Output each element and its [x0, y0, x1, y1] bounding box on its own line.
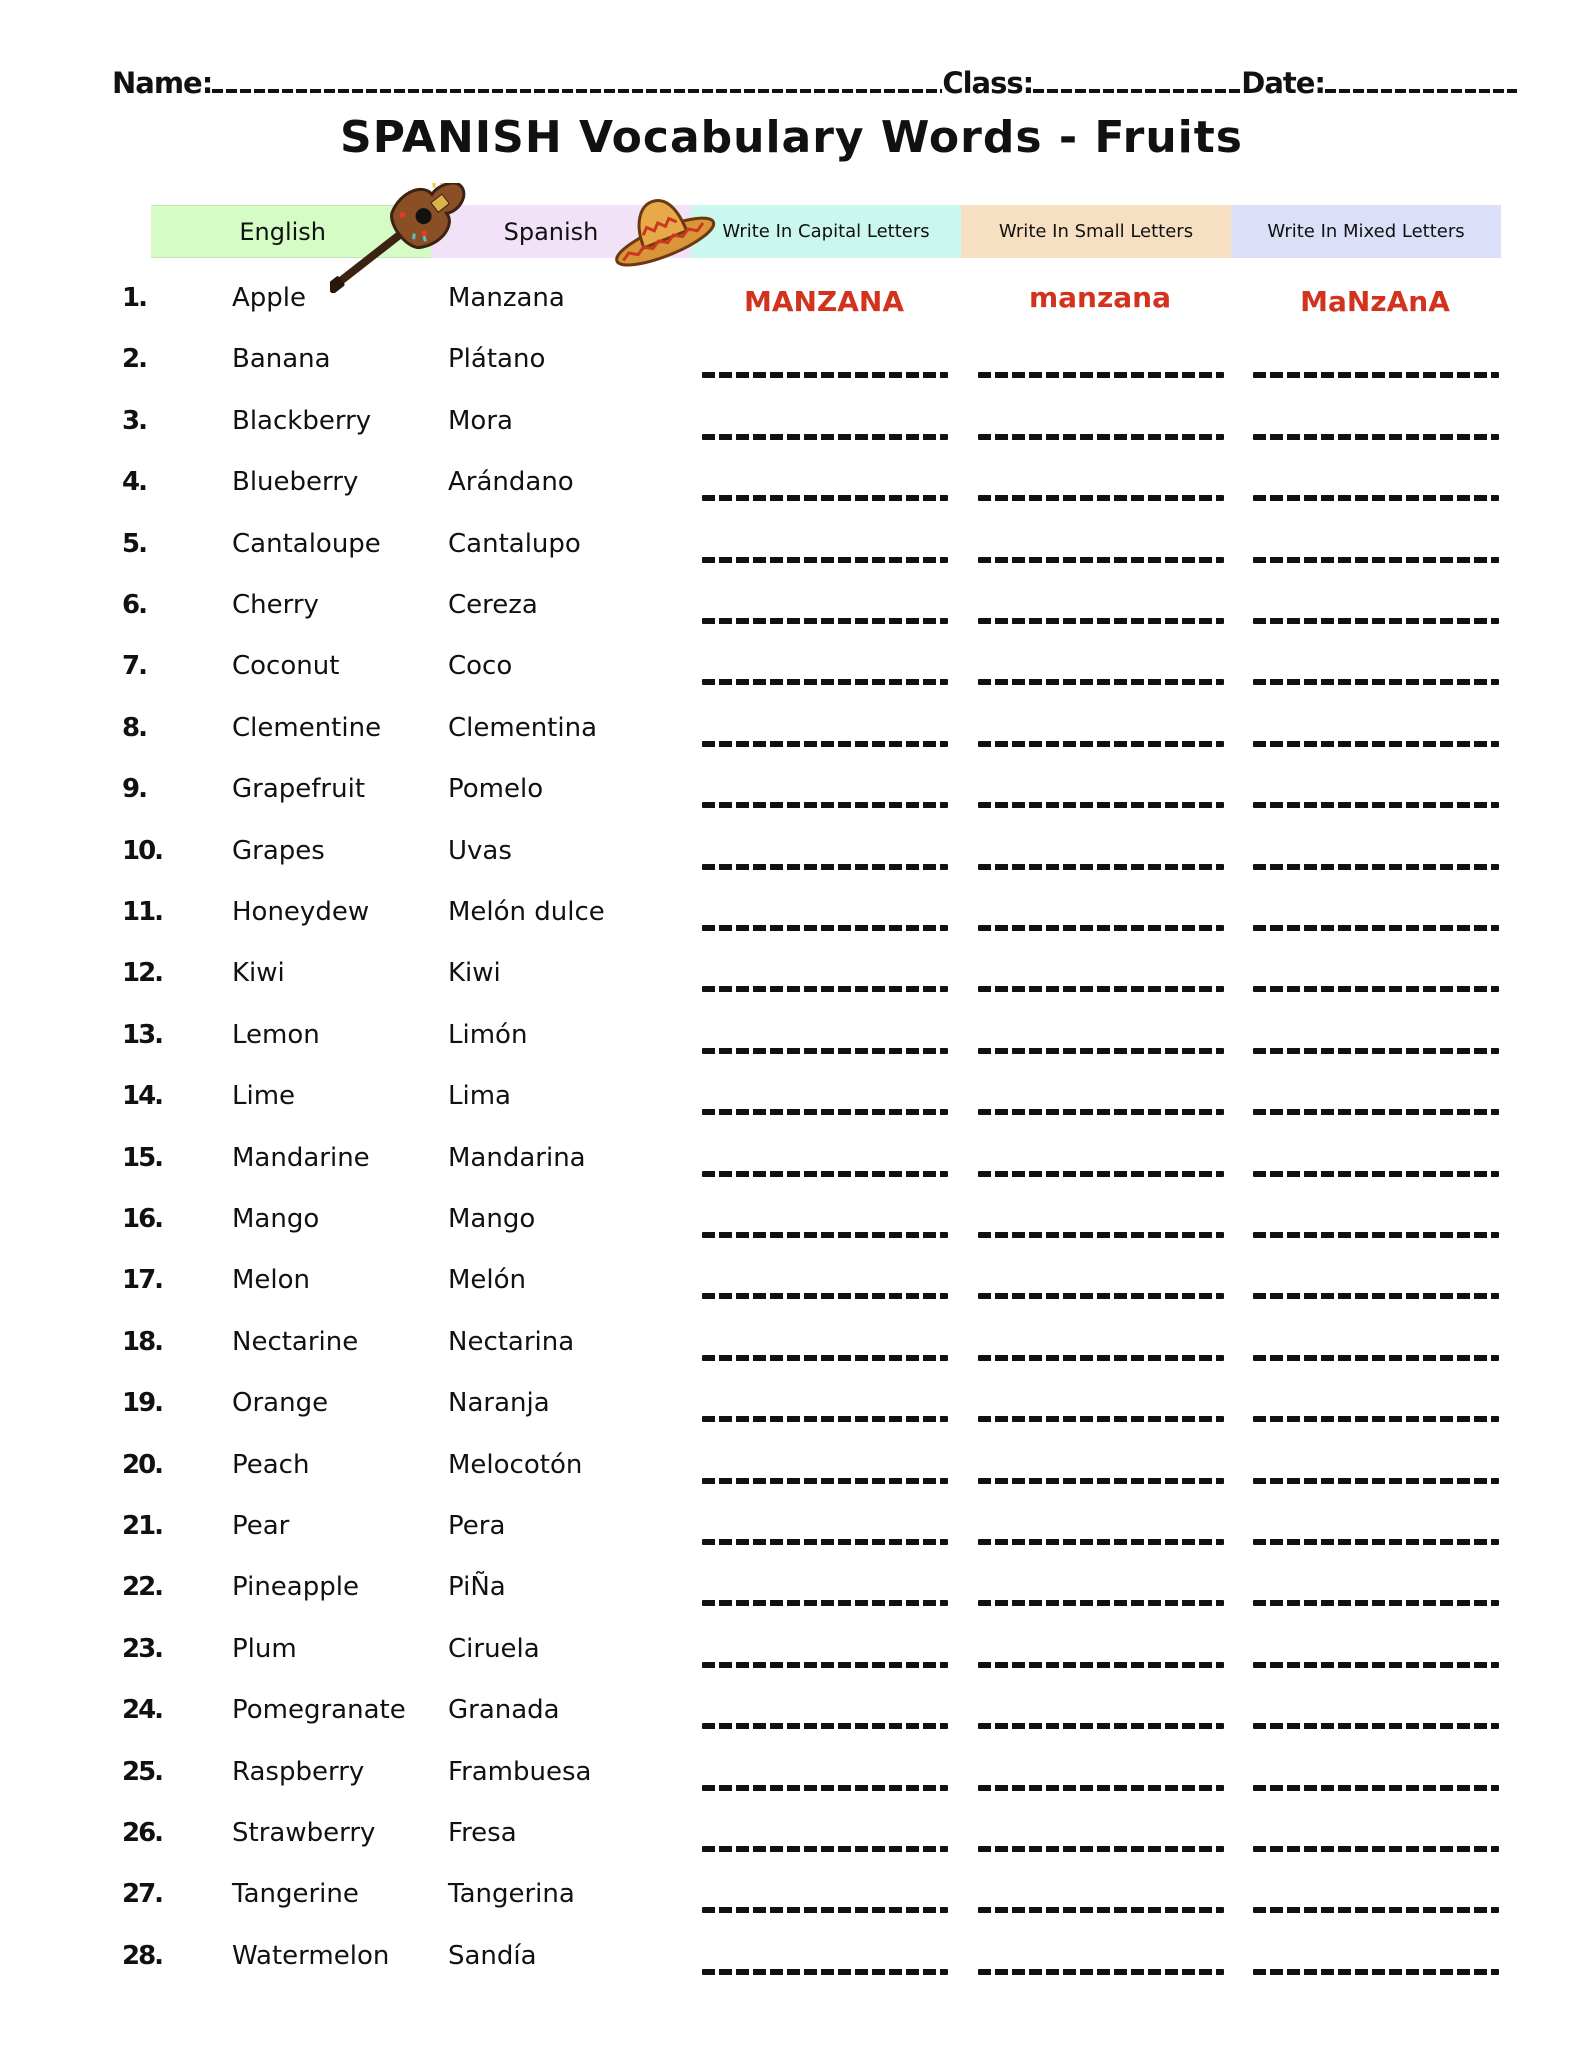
write-mixed-blank[interactable]: [1253, 1293, 1499, 1299]
example-small: manzana: [1028, 281, 1172, 314]
write-capital-blank[interactable]: [702, 1723, 948, 1729]
write-capital-blank[interactable]: [702, 1785, 948, 1791]
write-mixed-blank[interactable]: [1253, 1907, 1499, 1913]
write-capital-blank[interactable]: [702, 1416, 948, 1422]
write-small-blank[interactable]: [978, 434, 1224, 440]
write-capital-blank[interactable]: [702, 741, 948, 747]
column-header-spanish-label: Spanish: [503, 217, 599, 246]
write-small-blank[interactable]: [978, 741, 1224, 747]
row-number: 17.: [122, 1265, 163, 1296]
spanish-word: Clementina: [448, 712, 598, 743]
spanish-word: Ciruela: [448, 1633, 540, 1664]
vocabulary-row: [0, 467, 1583, 507]
write-capital-blank[interactable]: [702, 372, 948, 378]
write-mixed-blank[interactable]: [1253, 495, 1499, 501]
row-number: 1.: [122, 283, 146, 313]
write-mixed-blank[interactable]: [1253, 864, 1499, 870]
write-small-blank[interactable]: [978, 1907, 1224, 1913]
write-capital-blank[interactable]: [702, 1539, 948, 1545]
vocabulary-row: [0, 1818, 1583, 1858]
name-label: Name:: [112, 66, 213, 100]
write-mixed-blank[interactable]: [1253, 1846, 1499, 1852]
spanish-word: Melón dulce: [448, 897, 605, 927]
write-small-blank[interactable]: [978, 925, 1224, 931]
vocabulary-row: [0, 1634, 1583, 1674]
row-number: 6.: [122, 590, 146, 620]
vocabulary-row: [0, 344, 1583, 384]
row-number: 15.: [122, 1142, 163, 1173]
write-small-blank[interactable]: [978, 1416, 1224, 1422]
column-header-capital: [691, 205, 961, 258]
write-capital-blank[interactable]: [702, 1662, 948, 1668]
row-number: 26.: [122, 1818, 163, 1848]
spanish-word: Mango: [448, 1204, 536, 1234]
date-field[interactable]: [1325, 71, 1517, 93]
english-word: Pomegranate: [232, 1695, 406, 1726]
vocabulary-row: [0, 774, 1583, 814]
write-small-blank[interactable]: [978, 495, 1224, 501]
spanish-word: Granada: [448, 1695, 560, 1726]
row-number: 28.: [122, 1940, 163, 1971]
write-capital-blank[interactable]: [702, 1907, 948, 1913]
spanish-word: Mora: [448, 405, 513, 436]
write-capital-blank[interactable]: [702, 925, 948, 931]
vocabulary-row: [0, 1695, 1583, 1735]
write-small-blank[interactable]: [978, 1355, 1224, 1361]
write-small-blank[interactable]: [978, 1785, 1224, 1791]
spanish-word: Kiwi: [448, 958, 501, 989]
english-word: Nectarine: [232, 1326, 359, 1357]
write-mixed-blank[interactable]: [1253, 802, 1499, 808]
row-number: 8.: [122, 712, 146, 743]
write-small-blank[interactable]: [978, 1969, 1224, 1975]
write-mixed-blank[interactable]: [1253, 618, 1499, 624]
spanish-word: Manzana: [448, 283, 565, 313]
write-small-blank[interactable]: [978, 1048, 1224, 1054]
write-small-blank[interactable]: [978, 986, 1224, 992]
english-word: Raspberry: [232, 1756, 365, 1787]
column-header-small-label: Write In Small Letters: [998, 221, 1194, 242]
english-word: Clementine: [232, 712, 382, 743]
write-capital-blank[interactable]: [702, 986, 948, 992]
write-capital-blank[interactable]: [702, 434, 948, 440]
write-small-blank[interactable]: [978, 1109, 1224, 1115]
write-mixed-blank[interactable]: [1253, 1355, 1499, 1361]
row-number: 9.: [122, 774, 146, 805]
vocabulary-row: [0, 1757, 1583, 1797]
write-small-blank[interactable]: [978, 802, 1224, 808]
vocabulary-row: [0, 1265, 1583, 1305]
vocabulary-row: [0, 651, 1583, 691]
spanish-word: Sandía: [448, 1940, 537, 1971]
spanish-word: Tangerina: [448, 1879, 575, 1910]
write-mixed-blank[interactable]: [1253, 372, 1499, 378]
write-mixed-blank[interactable]: [1253, 1969, 1499, 1975]
row-number: 27.: [122, 1879, 163, 1910]
row-number: 11.: [122, 897, 163, 927]
write-mixed-blank[interactable]: [1253, 1171, 1499, 1177]
english-word: Blackberry: [232, 405, 372, 436]
row-number: 4.: [122, 467, 146, 498]
vocabulary-row: [0, 1020, 1583, 1060]
write-capital-blank[interactable]: [702, 495, 948, 501]
column-header-mixed-label: Write In Mixed Letters: [1267, 221, 1465, 242]
spanish-word: Coco: [448, 651, 513, 682]
write-small-blank[interactable]: [978, 618, 1224, 624]
vocabulary-row: [0, 958, 1583, 998]
vocabulary-row: [0, 1204, 1583, 1244]
english-word: Apple: [232, 283, 307, 313]
vocabulary-row: [0, 1327, 1583, 1367]
english-word: Pear: [232, 1511, 290, 1541]
column-header-capital-label: Write In Capital Letters: [722, 221, 930, 242]
english-word: Grapes: [232, 835, 325, 866]
row-number: 18.: [122, 1326, 163, 1357]
write-mixed-blank[interactable]: [1253, 1600, 1499, 1606]
write-capital-blank[interactable]: [702, 1969, 948, 1975]
english-word: Tangerine: [232, 1879, 359, 1910]
write-small-blank[interactable]: [978, 557, 1224, 563]
write-mixed-blank[interactable]: [1253, 741, 1499, 747]
spanish-word: Arándano: [448, 467, 574, 498]
english-word: Strawberry: [232, 1818, 376, 1848]
spanish-word: Fresa: [448, 1818, 517, 1848]
write-mixed-blank[interactable]: [1253, 557, 1499, 563]
write-mixed-blank[interactable]: [1253, 434, 1499, 440]
row-number: 14.: [122, 1081, 163, 1112]
write-capital-blank[interactable]: [702, 679, 948, 685]
spanish-word: PiÑa: [448, 1572, 506, 1603]
english-word: Grapefruit: [232, 774, 366, 805]
row-number: 12.: [122, 958, 163, 989]
row-number: 22.: [122, 1572, 163, 1603]
write-small-blank[interactable]: [978, 1600, 1224, 1606]
write-mixed-blank[interactable]: [1253, 1048, 1499, 1054]
column-header-mixed: [1231, 205, 1501, 258]
row-number: 7.: [122, 651, 146, 682]
write-mixed-blank[interactable]: [1253, 1785, 1499, 1791]
row-number: 5.: [122, 528, 146, 559]
english-word: Blueberry: [232, 467, 359, 498]
write-small-blank[interactable]: [978, 1723, 1224, 1729]
write-capital-blank[interactable]: [702, 1232, 948, 1238]
english-word: Watermelon: [232, 1940, 390, 1971]
write-mixed-blank[interactable]: [1253, 1723, 1499, 1729]
class-label: Class:: [942, 66, 1034, 100]
vocabulary-row: [0, 590, 1583, 630]
row-number: 25.: [122, 1756, 163, 1787]
english-word: Cantaloupe: [232, 528, 381, 559]
english-word: Mango: [232, 1204, 320, 1234]
date-label: Date:: [1241, 66, 1326, 100]
write-capital-blank[interactable]: [702, 1171, 948, 1177]
spanish-word: Limón: [448, 1019, 528, 1050]
write-mixed-blank[interactable]: [1253, 1109, 1499, 1115]
sombrero-icon: [608, 183, 720, 268]
english-word: Banana: [232, 344, 331, 375]
vocabulary-row: [0, 1081, 1583, 1121]
write-small-blank[interactable]: [978, 1478, 1224, 1484]
write-small-blank[interactable]: [978, 679, 1224, 685]
spanish-word: Cantalupo: [448, 528, 581, 559]
spanish-word: Pera: [448, 1511, 506, 1541]
write-capital-blank[interactable]: [702, 802, 948, 808]
row-number: 16.: [122, 1204, 163, 1234]
spanish-word: Melón: [448, 1265, 527, 1296]
write-capital-blank[interactable]: [702, 1478, 948, 1484]
spanish-word: Cereza: [448, 590, 538, 620]
write-small-blank[interactable]: [978, 864, 1224, 870]
write-small-blank[interactable]: [978, 1171, 1224, 1177]
row-number: 23.: [122, 1633, 163, 1664]
english-word: Orange: [232, 1388, 329, 1419]
english-word: Coconut: [232, 651, 340, 682]
write-capital-blank[interactable]: [702, 1048, 948, 1054]
vocabulary-row: [0, 1941, 1583, 1981]
vocabulary-row: [0, 836, 1583, 876]
write-small-blank[interactable]: [978, 1232, 1224, 1238]
row-number: 20.: [122, 1449, 163, 1480]
english-word: Kiwi: [232, 958, 285, 989]
column-header-english-label: English: [239, 217, 326, 246]
english-word: Mandarine: [232, 1142, 370, 1173]
write-mixed-blank[interactable]: [1253, 986, 1499, 992]
write-capital-blank[interactable]: [702, 1846, 948, 1852]
write-mixed-blank[interactable]: [1253, 925, 1499, 931]
name-field[interactable]: [212, 71, 942, 93]
write-capital-blank[interactable]: [702, 1355, 948, 1361]
english-word: Pineapple: [232, 1572, 359, 1603]
row-number: 24.: [122, 1695, 163, 1726]
page-title: SPANISH Vocabulary Words - Fruits: [340, 112, 1243, 163]
vocabulary-row: [0, 1511, 1583, 1551]
row-number: 2.: [122, 344, 146, 375]
write-small-blank[interactable]: [978, 1846, 1224, 1852]
write-mixed-blank[interactable]: [1253, 1416, 1499, 1422]
vocabulary-row: [0, 1450, 1583, 1490]
row-number: 10.: [122, 835, 163, 866]
write-capital-blank[interactable]: [702, 864, 948, 870]
write-mixed-blank[interactable]: [1253, 1539, 1499, 1545]
english-word: Lime: [232, 1081, 296, 1112]
example-mixed: MaNzAnA: [1300, 285, 1450, 318]
student-info-line: [112, 64, 1497, 100]
write-capital-blank[interactable]: [702, 1600, 948, 1606]
vocabulary-row: [0, 1388, 1583, 1428]
spanish-word: Mandarina: [448, 1142, 586, 1173]
write-mixed-blank[interactable]: [1253, 1662, 1499, 1668]
english-word: Honeydew: [232, 897, 370, 927]
spanish-word: Naranja: [448, 1388, 550, 1419]
vocabulary-row: [0, 529, 1583, 569]
write-mixed-blank[interactable]: [1253, 679, 1499, 685]
write-small-blank[interactable]: [978, 372, 1224, 378]
write-small-blank[interactable]: [978, 1539, 1224, 1545]
vocabulary-row: [0, 283, 1583, 323]
vocabulary-row: [0, 1572, 1583, 1612]
english-word: Lemon: [232, 1019, 320, 1050]
spanish-word: Nectarina: [448, 1326, 575, 1357]
spanish-word: Melocotón: [448, 1449, 583, 1480]
class-field[interactable]: [1033, 71, 1241, 93]
write-small-blank[interactable]: [978, 1293, 1224, 1299]
spanish-word: Lima: [448, 1081, 511, 1112]
spanish-word: Frambuesa: [448, 1756, 592, 1787]
spanish-word: Uvas: [448, 835, 512, 866]
english-word: Peach: [232, 1449, 310, 1480]
vocabulary-row: [0, 1879, 1583, 1919]
vocabulary-row: [0, 713, 1583, 753]
write-capital-blank[interactable]: [702, 1293, 948, 1299]
write-small-blank[interactable]: [978, 1662, 1224, 1668]
spanish-word: Pomelo: [448, 774, 544, 805]
vocabulary-row: [0, 1143, 1583, 1183]
write-capital-blank[interactable]: [702, 1109, 948, 1115]
guitar-icon: [330, 183, 475, 293]
column-header-small: [961, 205, 1231, 258]
row-number: 3.: [122, 405, 146, 436]
spanish-word: Plátano: [448, 344, 546, 375]
english-word: Melon: [232, 1265, 311, 1296]
write-mixed-blank[interactable]: [1253, 1478, 1499, 1484]
english-word: Plum: [232, 1633, 297, 1664]
write-mixed-blank[interactable]: [1253, 1232, 1499, 1238]
row-number: 13.: [122, 1019, 163, 1050]
vocabulary-row: [0, 897, 1583, 937]
example-capital: MANZANA: [743, 285, 905, 318]
row-number: 21.: [122, 1511, 163, 1541]
english-word: Cherry: [232, 590, 319, 620]
write-capital-blank[interactable]: [702, 618, 948, 624]
row-number: 19.: [122, 1388, 163, 1419]
vocabulary-row: [0, 406, 1583, 446]
write-capital-blank[interactable]: [702, 557, 948, 563]
